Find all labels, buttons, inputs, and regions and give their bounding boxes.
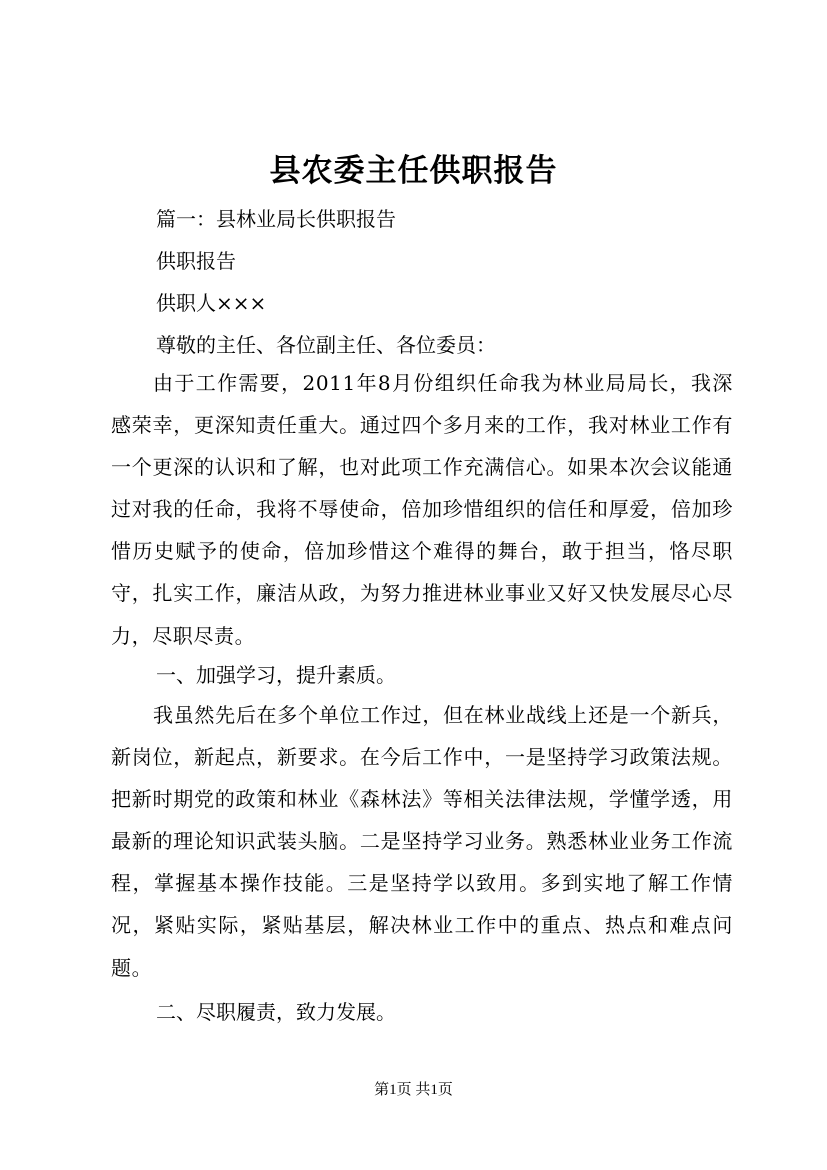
paragraph-1: 由于工作需要，2011年8月份组织任命我为林业局局长，我深感荣幸，更深知责任重大。通过四个多月来的工作，我对林业工作有一个更深的认识和了解，也对此项工作充满信心。如果本次会议能通过对我的任命，我将不辱使命，倍加珍惜组织的信任和厚爱，倍加珍惜历史赋予的使命，倍加珍惜这个难得的舞台，敢于担当，恪尽职守，扎实工作，廉洁从政，为努力推进林业事业又好又快发展尽心尽力，尽职尽责。: [111, 371, 733, 648]
section-heading-1: 一、加强学习，提升素质。: [156, 663, 396, 687]
paragraph-2: 我虽然先后在多个单位工作过，但在林业战线上还是一个新兵，新岗位，新起点，新要求。在今后工作中，一是坚持学习政策法规。把新时期党的政策和林业《森林法》等相关法律法规，学懂学透，用最新的理论知识武装头脑。二是坚持学习业务。熟悉林业业务工作流程，掌握基本操作技能。三是坚持学以致用。多到实地了解工作情况，紧贴实际，紧贴基层，解决林业工作中的重点、热点和难点问题。: [111, 703, 733, 980]
page-footer: 第1页 共1页: [374, 1082, 453, 1098]
document-title: 县农委主任供职报告: [269, 153, 558, 189]
document-subheading: 供职报告: [156, 249, 236, 273]
document-salutation: 尊敬的主任、各位副主任、各位委员：: [156, 333, 496, 357]
section-heading-2: 二、尽职履责，致力发展。: [156, 1000, 396, 1024]
document-author: 供职人×××: [156, 291, 267, 315]
document-heading: 篇一：县林业局长供职报告: [156, 207, 396, 231]
